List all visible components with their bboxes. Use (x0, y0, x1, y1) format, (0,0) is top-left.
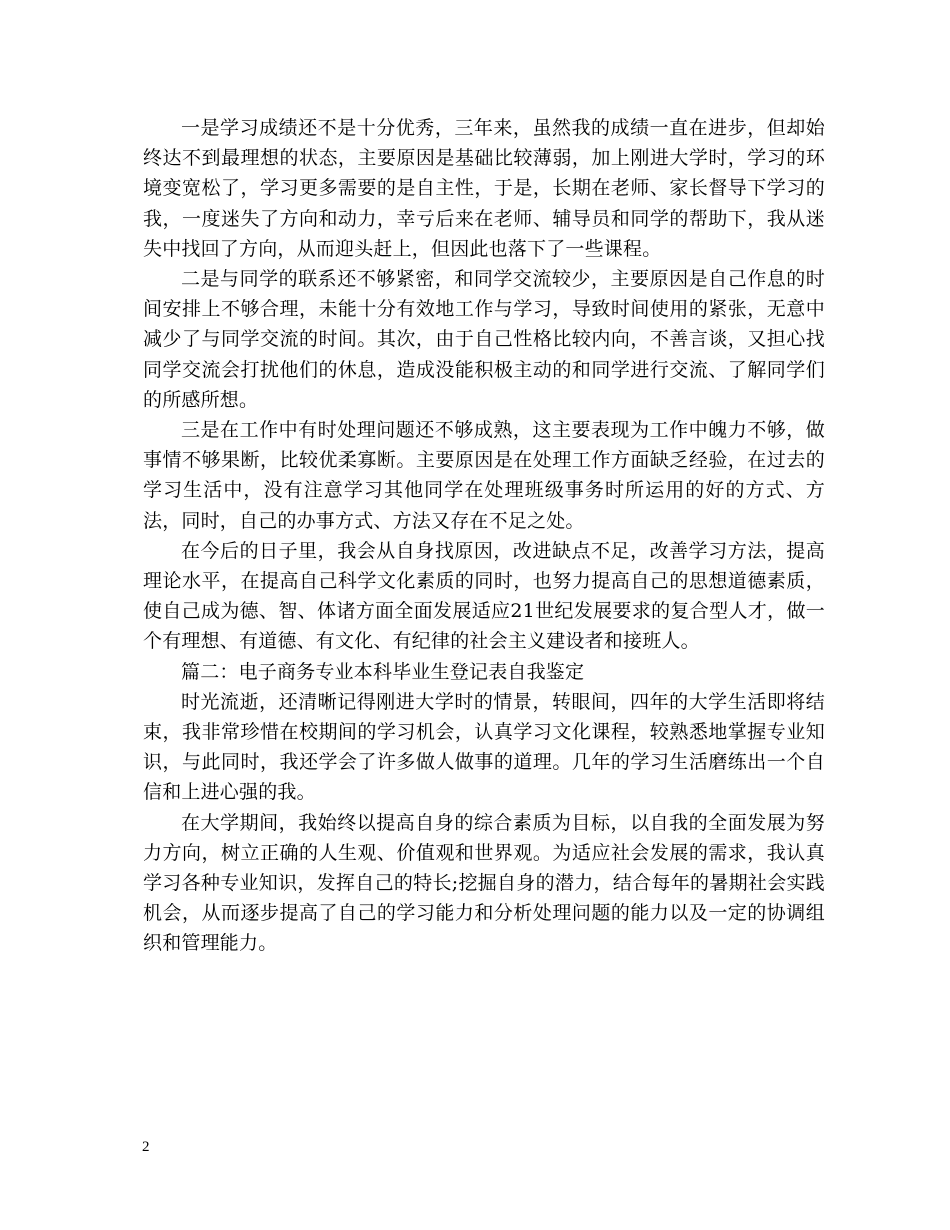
paragraph-study-weakness: 一是学习成绩还不是十分优秀，三年来，虽然我的成绩一直在进步，但却始终达不到最理想的状态，主要原因是基础比较薄弱，加上刚进大学时，学习的环境变宽松了，学习更多需要的是自主性，于是，长期在老师、家长督导下学习的我，一度迷失了方向和动力，幸亏后来在老师、辅导员和同学的帮助下，我从迷失中找回了方向，从而迎头赶上，但因此也落下了一些课程。 (143, 117, 825, 260)
document-body (143, 113, 825, 959)
page-number: 2 (142, 1139, 150, 1155)
paragraph-future-plan: 在今后的日子里，我会从自身找原因，改进缺点不足，改善学习方法，提高理论水平，在提高自己科学文化素质的同时，也努力提高自己的思想道德素质，使自己成为德、智、体诸方面全面发展适应21世纪发展要求的复合型人才，做一个有理想、有道德、有文化、有纪律的社会主义建设者和接班人。 (143, 539, 825, 653)
paragraph-university-period: 在大学期间，我始终以提高自身的综合素质为目标，以自我的全面发展为努力方向，树立正确的人生观、价值观和世界观。为适应社会发展的需求，我认真学习各种专业知识，发挥自己的特长;挖掘自身的潜力，结合每年的暑期社会实践机会，从而逐步提高了自己的学习能力和分析处理问题的能力以及一定的协调组织和管理能力。 (143, 811, 825, 955)
section-heading: 篇二：电子商务专业本科毕业生登记表自我鉴定 (181, 660, 585, 683)
paragraph-time-passing: 时光流逝，还清晰记得刚进大学时的情景，转眼间，四年的大学生活即将结束，我非常珍惜在校期间的学习机会，认真学习文化课程，较熟悉地掌握专业知识，与此同时，我还学会了许多做人做事的道理。几年的学习生活磨练出一个自信和上进心强的我。 (143, 690, 825, 804)
paragraph-classmate-communication: 二是与同学的联系还不够紧密，和同学交流较少，主要原因是自己作息的时间安排上不够合理，未能十分有效地工作与学习，导致时间使用的紧张，无意中减少了与同学交流的时间。其次，由于自己性格比较内向，不善言谈，又担心找同学交流会打扰他们的休息，造成没能积极主动的和同学进行交流、了解同学们的所感所想。 (143, 268, 825, 411)
paragraph-work-maturity: 三是在工作中有时处理问题还不够成熟，这主要表现为工作中魄力不够，做事情不够果断，比较优柔寡断。主要原因是在处理工作方面缺乏经验，在过去的学习生活中，没有注意学习其他同学在处理班级事务时所运用的好的方式、方法，同时，自己的办事方式、方法又存在不足之处。 (143, 419, 825, 532)
